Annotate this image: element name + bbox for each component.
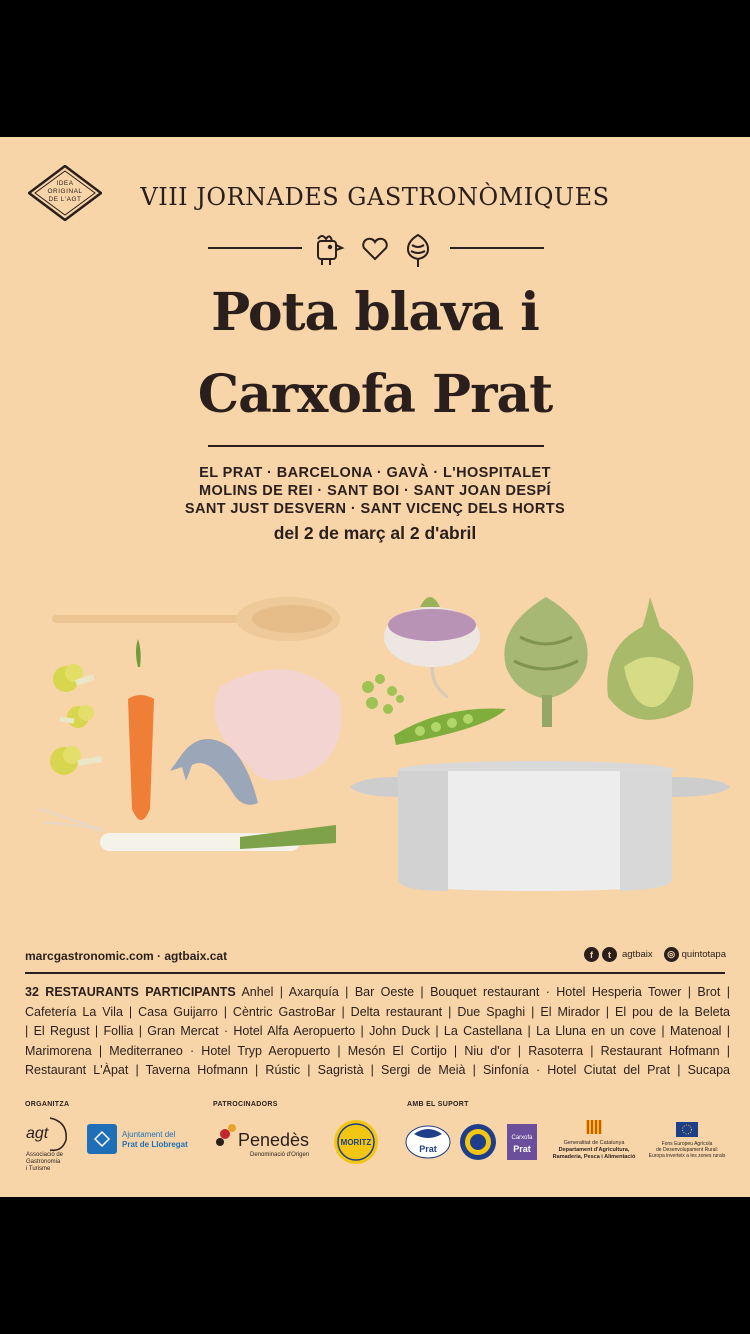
divider-left — [208, 247, 302, 249]
sponsor-logos — [0, 1112, 750, 1182]
event-dates: del 2 de març al 2 d'abril — [273, 523, 477, 543]
carxofa-prat-word: Prat — [513, 1144, 531, 1154]
moritz-logo — [334, 1120, 378, 1164]
section-patrocinadors: PATROCINADORS — [213, 1101, 278, 1108]
social-handle-quintotapa[interactable]: quintotapa — [681, 949, 726, 960]
letterbox-bottom — [0, 1197, 750, 1334]
igp-seal-logo — [460, 1124, 496, 1160]
eu-line2: de Desenvolupament Rural: — [656, 1147, 718, 1153]
carxofa-prat-logo — [507, 1124, 537, 1160]
badge-line: ORIGINAL — [47, 188, 83, 195]
restaurants-line: | El Regust | Follia | Gran Mercat · Hotel Alfa Aeropuerto | John Duck | La Castellana | La Lluna en un cove | Matenoal | — [25, 1024, 730, 1039]
agt-logo — [26, 1118, 66, 1172]
gencat-line1: Generalitat de Catalunya — [563, 1140, 625, 1146]
grape-icon — [220, 1129, 230, 1139]
section-suport: AMB EL SUPORT — [407, 1101, 469, 1108]
restaurants-line: Cafetería La Vila | Casa Guijarro | Cèntric GastroBar | Delta restaurant | Due Spaghi | El Mirador | El pou de la Beleta — [25, 1004, 730, 1019]
ajuntament-logo — [87, 1124, 188, 1154]
agt-line1: Associació de — [26, 1152, 64, 1158]
main-title-line2: Carxofa Prat — [197, 364, 553, 425]
title-divider — [208, 445, 544, 447]
spring-onion-icon — [40, 809, 336, 851]
peas-icon — [362, 674, 506, 745]
event-subtitle: VIII JORNADES GASTRONÒMIQUES — [140, 183, 610, 211]
restaurants-line: Marimorena | Mediterraneo · Hotel Tryp Aeropuerto | Mesón El Cortijo | Niu d'or | Rasoterra | Restaurant Hofmann | — [25, 1043, 730, 1058]
seal-star-icon — [470, 1134, 486, 1150]
carrot-icon — [128, 639, 154, 820]
moritz-name: MORITZ — [340, 1138, 372, 1147]
agt-line2: Gastronomia — [26, 1159, 61, 1165]
romanesco-icon — [50, 664, 102, 775]
eu-fund-logo — [649, 1122, 726, 1159]
eu-flag-icon — [676, 1122, 698, 1137]
header-icons — [310, 229, 440, 269]
twitter-icon[interactable]: t — [602, 947, 617, 962]
social-handle-agtbaix[interactable]: agtbaix — [621, 949, 653, 960]
artichoke-icon — [408, 235, 428, 267]
cities-line: EL PRAT · BARCELONA · GAVÀ · L'HOSPITALET — [199, 465, 551, 481]
social-links — [584, 947, 726, 962]
cities-line: MOLINS DE REI · SANT BOI · SANT JOAN DESPÍ — [199, 483, 551, 499]
instagram-icon[interactable]: ◎ — [664, 947, 679, 962]
artichoke-half-icon — [607, 597, 693, 720]
cooking-pot-icon — [350, 761, 730, 891]
footer-divider — [25, 972, 725, 974]
penedes-name: Penedès — [238, 1130, 310, 1150]
restaurants-line: Restaurant L'Àpat | Taverna Hofmann | Rústic | Sagristà | Sergi de Meià | Sinfonía · Hotel Ciutat del Prat | Sucapa — [25, 1063, 730, 1078]
heart-icon — [363, 239, 387, 259]
penedes-sub: Denominació d'Origen — [250, 1152, 310, 1158]
restaurants-list — [25, 983, 730, 1081]
wooden-spoon-icon — [52, 597, 340, 641]
agt-mark: agt — [26, 1125, 49, 1142]
ajuntament-line2: Prat de Llobregat — [122, 1140, 188, 1149]
eu-line1: Fons Europeu Agrícola — [661, 1141, 713, 1147]
letterbox-top — [0, 0, 750, 137]
websites[interactable]: marcgastronomic.com · agtbaix.cat — [25, 949, 228, 963]
facebook-icon[interactable]: f — [584, 947, 599, 962]
section-organitza: ORGANITZA — [25, 1101, 70, 1108]
badge-line: IDEA — [56, 180, 74, 187]
main-title-line1: Pota blava i — [211, 282, 539, 343]
ajuntament-line1: Ajuntament del — [122, 1130, 176, 1139]
gencat-line2: Departament d'Agricultura, — [558, 1147, 630, 1153]
ingredients-illustration — [0, 587, 750, 907]
chicken-icon — [318, 236, 342, 265]
badge-line: DE L'AGT — [48, 196, 82, 203]
chicken-leg-icon — [170, 669, 342, 805]
eu-line3: Europa inverteix a les zones rurals — [648, 1153, 726, 1159]
turnip-icon — [384, 597, 480, 697]
generalitat-logo — [553, 1120, 636, 1160]
gencat-line3: Ramaderia, Pesca i Alimentació — [552, 1154, 636, 1160]
agt-line3: i Turisme — [26, 1166, 51, 1172]
restaurants-line: 32 RESTAURANTS PARTICIPANTS Anhel | Axarquía | Bar Oeste | Bouquet restaurant · Hotel Hesperia Tower | Brot | — [25, 985, 730, 999]
penedes-logo — [216, 1124, 309, 1158]
prat-logo — [406, 1126, 450, 1158]
prat-word: Prat — [419, 1144, 437, 1154]
cities-line: SANT JUST DESVERN · SANT VICENÇ DELS HORTS — [184, 501, 566, 517]
carxofa-word: Carxofa — [511, 1135, 533, 1141]
poster — [0, 137, 750, 1197]
divider-right — [450, 247, 544, 249]
restaurants-heading: 32 RESTAURANTS PARTICIPANTS — [25, 985, 236, 999]
artichoke-whole-icon — [504, 597, 587, 727]
